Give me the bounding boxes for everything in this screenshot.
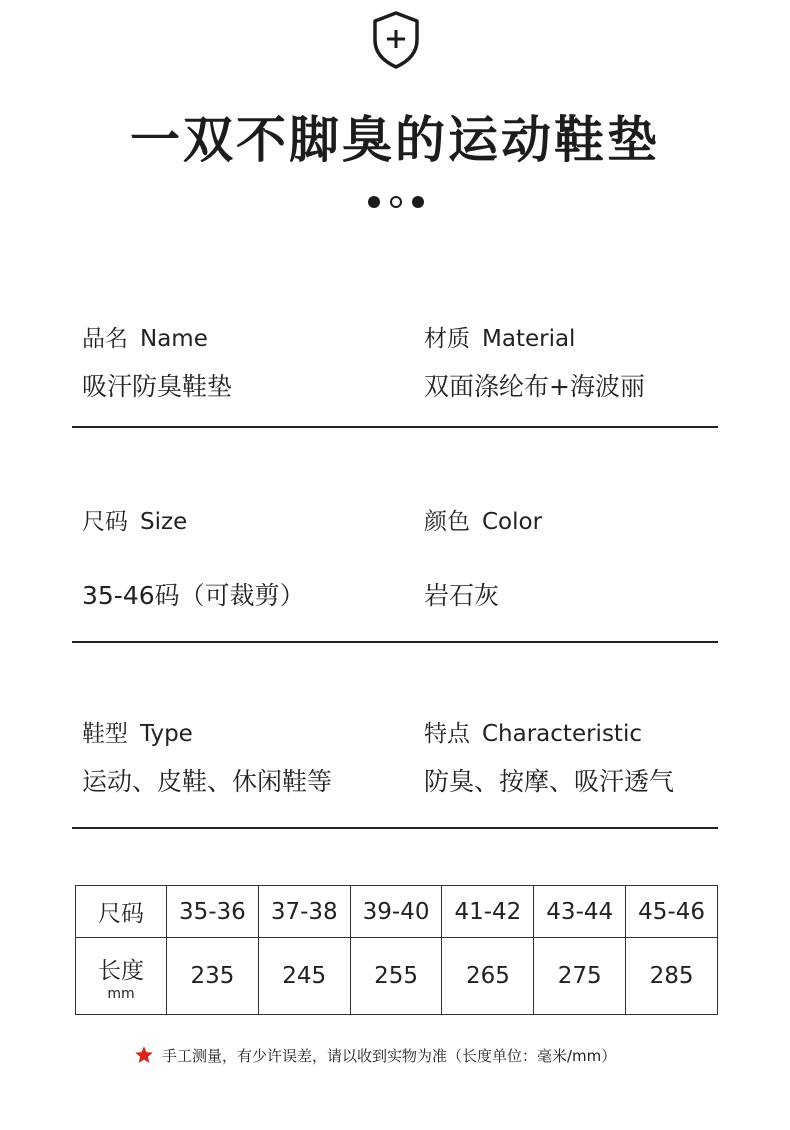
table-header-size: 尺码 bbox=[76, 886, 167, 938]
divider bbox=[72, 641, 718, 643]
spec-value-material: 双面涤纶布+海波丽 bbox=[424, 372, 645, 401]
spec-value-color: 岩石灰 bbox=[424, 581, 500, 610]
table-cell-size: 41-42 bbox=[442, 886, 534, 938]
table-cell-size: 35-36 bbox=[167, 886, 259, 938]
table-cell-length: 255 bbox=[350, 938, 442, 1015]
dot-filled bbox=[412, 196, 424, 208]
page-title: 一双不脚臭的运动鞋垫 bbox=[130, 111, 660, 169]
spec-value-size: 35-46码（可裁剪） bbox=[82, 581, 305, 610]
dot-hollow bbox=[390, 196, 402, 208]
spec-label: 鞋型 Type bbox=[82, 721, 193, 747]
table-cell-size: 43-44 bbox=[534, 886, 626, 938]
dot-filled bbox=[368, 196, 380, 208]
shield-plus-icon bbox=[370, 10, 422, 70]
table-cell-length: 265 bbox=[442, 938, 534, 1015]
spec-value-name: 吸汗防臭鞋垫 bbox=[82, 372, 233, 401]
spec-label: 品名 Name bbox=[82, 326, 208, 352]
spec-label: 材质 Material bbox=[424, 326, 576, 352]
table-header-length: 长度 mm bbox=[76, 938, 167, 1015]
star-icon bbox=[134, 1045, 154, 1065]
spec-label: 颜色 Color bbox=[424, 509, 543, 535]
table-cell-length: 275 bbox=[534, 938, 626, 1015]
size-table bbox=[75, 885, 718, 1015]
table-cell-length: 245 bbox=[258, 938, 350, 1015]
table-cell-size: 45-46 bbox=[626, 886, 718, 938]
table-cell-size: 39-40 bbox=[350, 886, 442, 938]
divider bbox=[72, 827, 718, 829]
length-unit: mm bbox=[107, 985, 135, 1002]
table-cell-length: 285 bbox=[626, 938, 718, 1015]
note-text: 手工测量，有少许误差，请以收到实物为准（长度单位：毫米/mm） bbox=[162, 1046, 617, 1065]
measurement-note bbox=[134, 1043, 616, 1067]
spec-value-characteristic: 防臭、按摩、吸汗透气 bbox=[424, 767, 675, 796]
spec-value-type: 运动、皮鞋、休闲鞋等 bbox=[82, 767, 333, 796]
table-row-lengths bbox=[76, 938, 718, 1015]
spec-label: 尺码 Size bbox=[82, 509, 188, 535]
table-cell-size: 37-38 bbox=[258, 886, 350, 938]
divider bbox=[72, 426, 718, 428]
spec-label: 特点 Characteristic bbox=[424, 721, 642, 747]
table-cell-length: 235 bbox=[167, 938, 259, 1015]
table-row-sizes bbox=[76, 886, 718, 938]
decorative-dots bbox=[368, 195, 424, 209]
